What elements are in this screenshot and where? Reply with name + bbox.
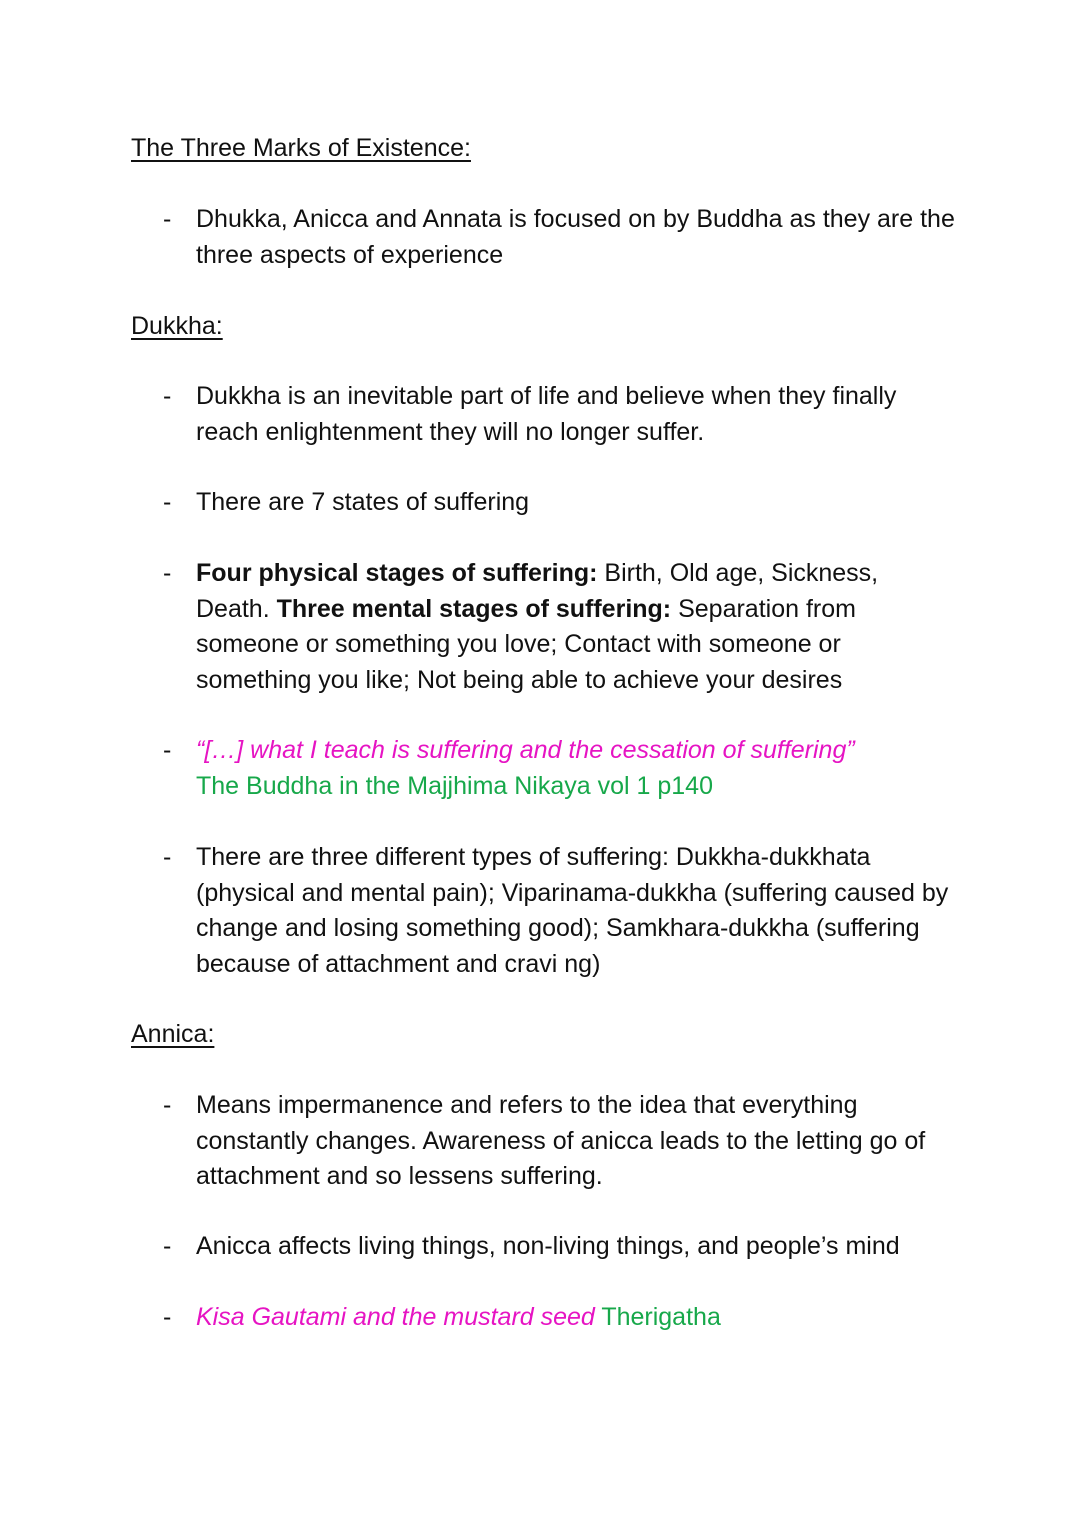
bullet-dash: - <box>163 205 172 233</box>
bullet-dash: - <box>163 1232 172 1260</box>
mental-stages-label: Three mental stages of suffering: <box>276 594 672 623</box>
quote-source: The Buddha in the Majjhima Nikaya vol 1 p140 <box>196 771 713 800</box>
item-text <box>196 1300 956 1336</box>
story-title: Kisa Gautami and the mustard seed <box>196 1303 595 1331</box>
bullet-dash: - <box>163 1091 172 1119</box>
bullet-dash: - <box>163 559 172 587</box>
heading-dukkha: Dukkha: <box>131 312 223 340</box>
item-text: Dhukka, Anicca and Annata is focused on by Buddha as they are the three aspects of experience <box>196 205 955 269</box>
bullet-dash: - <box>163 488 172 516</box>
bullet-dash: - <box>163 382 172 410</box>
bullet-dash: - <box>163 1303 172 1331</box>
physical-stages-text: Birth, Old age, Sickness, Death. <box>196 559 879 623</box>
item-text: There are 7 states of suffering <box>196 488 530 516</box>
story-source: Therigatha <box>594 1303 721 1331</box>
item-text: Means impermanence and refers to the idea that everything constantly changes. Awareness of anicca leads to the letting go of attachment and so lessens suffering. <box>196 1091 926 1190</box>
item-text: Anicca affects living things, non-living things, and people’s mind <box>196 1232 900 1260</box>
physical-stages-label: Four physical stages of suffering: <box>196 559 598 587</box>
mental-stages-text: Separation from someone or something you love; Contact with someone or something you like; Not being able to achieve your desires <box>196 594 856 694</box>
item-text <box>196 556 956 698</box>
bullet-dash: - <box>163 736 172 764</box>
heading-three-marks: The Three Marks of Existence: <box>131 134 471 162</box>
item-text <box>196 733 956 804</box>
buddha-quote: “[…] what I teach is suffering and the cessation of suffering” <box>196 736 855 764</box>
item-text: Dukkha is an inevitable part of life and believe when they finally reach enlightenment they will no longer suffer. <box>196 382 897 446</box>
bullet-dash: - <box>163 843 172 871</box>
heading-annica: Annica: <box>131 1020 215 1048</box>
item-text: There are three different types of suffering: Dukkha-dukkhata (physical and mental pain); Viparinama-dukkha (suffering caused by change and losing something good); Samkhara-dukkha (suffering because of attachment and cravi ng) <box>196 843 949 978</box>
